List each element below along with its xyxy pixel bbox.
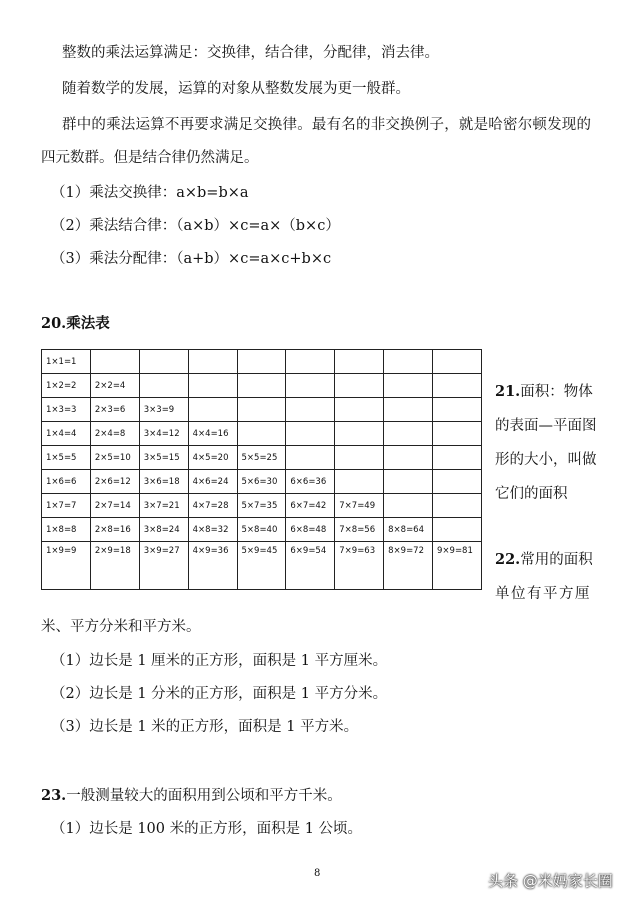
table-cell: 2×2=4 [90, 374, 139, 398]
section-22-line-1 [495, 550, 593, 570]
section-21-line-2: 的表面—平面图 [495, 418, 597, 434]
table-cell: 3×3=9 [139, 398, 188, 422]
table-cell: 1×6=6 [42, 470, 91, 494]
table-row [42, 398, 482, 422]
table-cell: 6×8=48 [286, 518, 335, 542]
table-cell [286, 374, 335, 398]
table-cell: 3×4=12 [139, 422, 188, 446]
table-cell [237, 398, 286, 422]
section-23-number: 23. [41, 787, 67, 804]
table-cell [335, 350, 384, 374]
table-cell [335, 374, 384, 398]
section-21-number: 21. [495, 383, 521, 400]
section-21-text-1: 面积：物体 [520, 384, 593, 400]
table-cell: 7×8=56 [335, 518, 384, 542]
table-cell [384, 374, 433, 398]
table-cell [433, 350, 482, 374]
table-cell [433, 422, 482, 446]
section-20-number: 20. [41, 315, 67, 332]
table-cell [139, 374, 188, 398]
table-row [42, 518, 482, 542]
table-cell [237, 422, 286, 446]
table-cell: 1×8=8 [42, 518, 91, 542]
table-cell: 5×9=45 [237, 542, 286, 590]
table-cell [433, 446, 482, 470]
table-cell: 3×7=21 [139, 494, 188, 518]
table-cell: 1×3=3 [42, 398, 91, 422]
table-cell: 3×8=24 [139, 518, 188, 542]
table-cell: 1×4=4 [42, 422, 91, 446]
table-cell [286, 398, 335, 422]
table-cell: 5×6=30 [237, 470, 286, 494]
table-cell: 2×7=14 [90, 494, 139, 518]
table-cell [335, 446, 384, 470]
table-cell: 1×2=2 [42, 374, 91, 398]
table-row [42, 542, 482, 590]
table-cell [188, 350, 237, 374]
table-cell: 4×6=24 [188, 470, 237, 494]
table-cell [188, 398, 237, 422]
table-row [42, 470, 482, 494]
section-22-line-3: 米、平方分米和平方米。 [41, 619, 201, 635]
table-row [42, 494, 482, 518]
table-cell: 1×7=7 [42, 494, 91, 518]
table-cell: 4×8=32 [188, 518, 237, 542]
table-cell [433, 518, 482, 542]
table-cell: 4×5=20 [188, 446, 237, 470]
table-cell [139, 350, 188, 374]
table-cell: 4×4=16 [188, 422, 237, 446]
section-22-number: 22. [495, 551, 521, 568]
table-cell [90, 350, 139, 374]
section-23-title: 一般测量较大的面积用到公顷和平方千米。 [66, 788, 342, 804]
table-cell: 2×3=6 [90, 398, 139, 422]
table-cell [433, 470, 482, 494]
table-cell: 9×9=81 [433, 542, 482, 590]
table-cell [286, 422, 335, 446]
table-cell [384, 494, 433, 518]
multiplication-table-body [42, 350, 482, 590]
table-cell [433, 398, 482, 422]
list-22-item-2: （2）边长是 1 分米的正方形，面积是 1 平方分米。 [51, 686, 388, 702]
multiplication-table [41, 349, 482, 590]
table-cell [384, 470, 433, 494]
paragraph-3-line-1: 群中的乘法运算不再要求满足交换律。最有名的非交换例子，就是哈密尔顿发现的 [62, 117, 592, 133]
table-cell: 3×6=18 [139, 470, 188, 494]
table-cell: 6×9=54 [286, 542, 335, 590]
table-cell: 6×7=42 [286, 494, 335, 518]
list-23-item-1: （1）边长是 100 米的正方形，面积是 1 公顷。 [51, 821, 363, 837]
section-20-heading [41, 314, 110, 334]
table-row [42, 374, 482, 398]
table-cell [188, 374, 237, 398]
table-cell: 1×1=1 [42, 350, 91, 374]
list-22-item-3: （3）边长是 1 米的正方形，面积是 1 平方米。 [51, 719, 359, 735]
watermark: 头条 @米妈家长圈 [488, 872, 613, 890]
table-cell [237, 374, 286, 398]
table-cell: 2×6=12 [90, 470, 139, 494]
table-cell: 3×9=27 [139, 542, 188, 590]
paragraph-3-line-2: 四元数群。但是结合律仍然满足。 [41, 150, 259, 166]
table-cell: 2×4=8 [90, 422, 139, 446]
table-cell [335, 398, 384, 422]
table-row [42, 446, 482, 470]
law-associative: （2）乘法结合律：（a×b）×c=a×（b×c） [51, 218, 340, 234]
table-cell [384, 422, 433, 446]
table-cell [335, 422, 384, 446]
table-cell: 5×8=40 [237, 518, 286, 542]
table-cell: 7×7=49 [335, 494, 384, 518]
table-cell [335, 470, 384, 494]
table-cell: 2×5=10 [90, 446, 139, 470]
section-23-heading [41, 786, 342, 806]
table-cell [384, 398, 433, 422]
section-22-text-1: 常用的面积 [520, 552, 593, 568]
table-cell [384, 350, 433, 374]
table-cell: 1×5=5 [42, 446, 91, 470]
table-cell [384, 446, 433, 470]
section-20-title: 乘法表 [66, 315, 110, 332]
table-cell: 2×8=16 [90, 518, 139, 542]
table-cell: 3×5=15 [139, 446, 188, 470]
table-cell: 5×7=35 [237, 494, 286, 518]
table-cell [433, 374, 482, 398]
table-cell: 8×8=64 [384, 518, 433, 542]
list-22-item-1: （1）边长是 1 厘米的正方形，面积是 1 平方厘米。 [51, 653, 388, 669]
table-cell: 4×7=28 [188, 494, 237, 518]
table-cell: 4×9=36 [188, 542, 237, 590]
section-21-line-1 [495, 382, 593, 402]
section-22-line-2: 单位有平方厘 [495, 586, 591, 602]
page-number: 8 [314, 868, 321, 879]
table-cell: 8×9=72 [384, 542, 433, 590]
paragraph-1: 整数的乘法运算满足：交换律，结合律，分配律，消去律。 [62, 45, 439, 61]
table-row [42, 350, 482, 374]
table-cell [286, 446, 335, 470]
table-cell: 5×5=25 [237, 446, 286, 470]
table-cell: 7×9=63 [335, 542, 384, 590]
law-commutative: （1）乘法交换律：a×b=b×a [51, 185, 249, 201]
table-row [42, 422, 482, 446]
paragraph-2: 随着数学的发展，运算的对象从整数发展为更一般群。 [62, 81, 410, 97]
law-distributive: （3）乘法分配律：（a+b）×c=a×c+b×c [51, 251, 332, 267]
table-cell [286, 350, 335, 374]
table-cell: 1×9=9 [42, 542, 91, 590]
table-cell [237, 350, 286, 374]
section-21-line-3: 形的大小，叫做 [495, 452, 597, 468]
table-cell: 2×9=18 [90, 542, 139, 590]
section-21-line-4: 它们的面积 [495, 486, 568, 502]
table-cell: 6×6=36 [286, 470, 335, 494]
table-cell [433, 494, 482, 518]
